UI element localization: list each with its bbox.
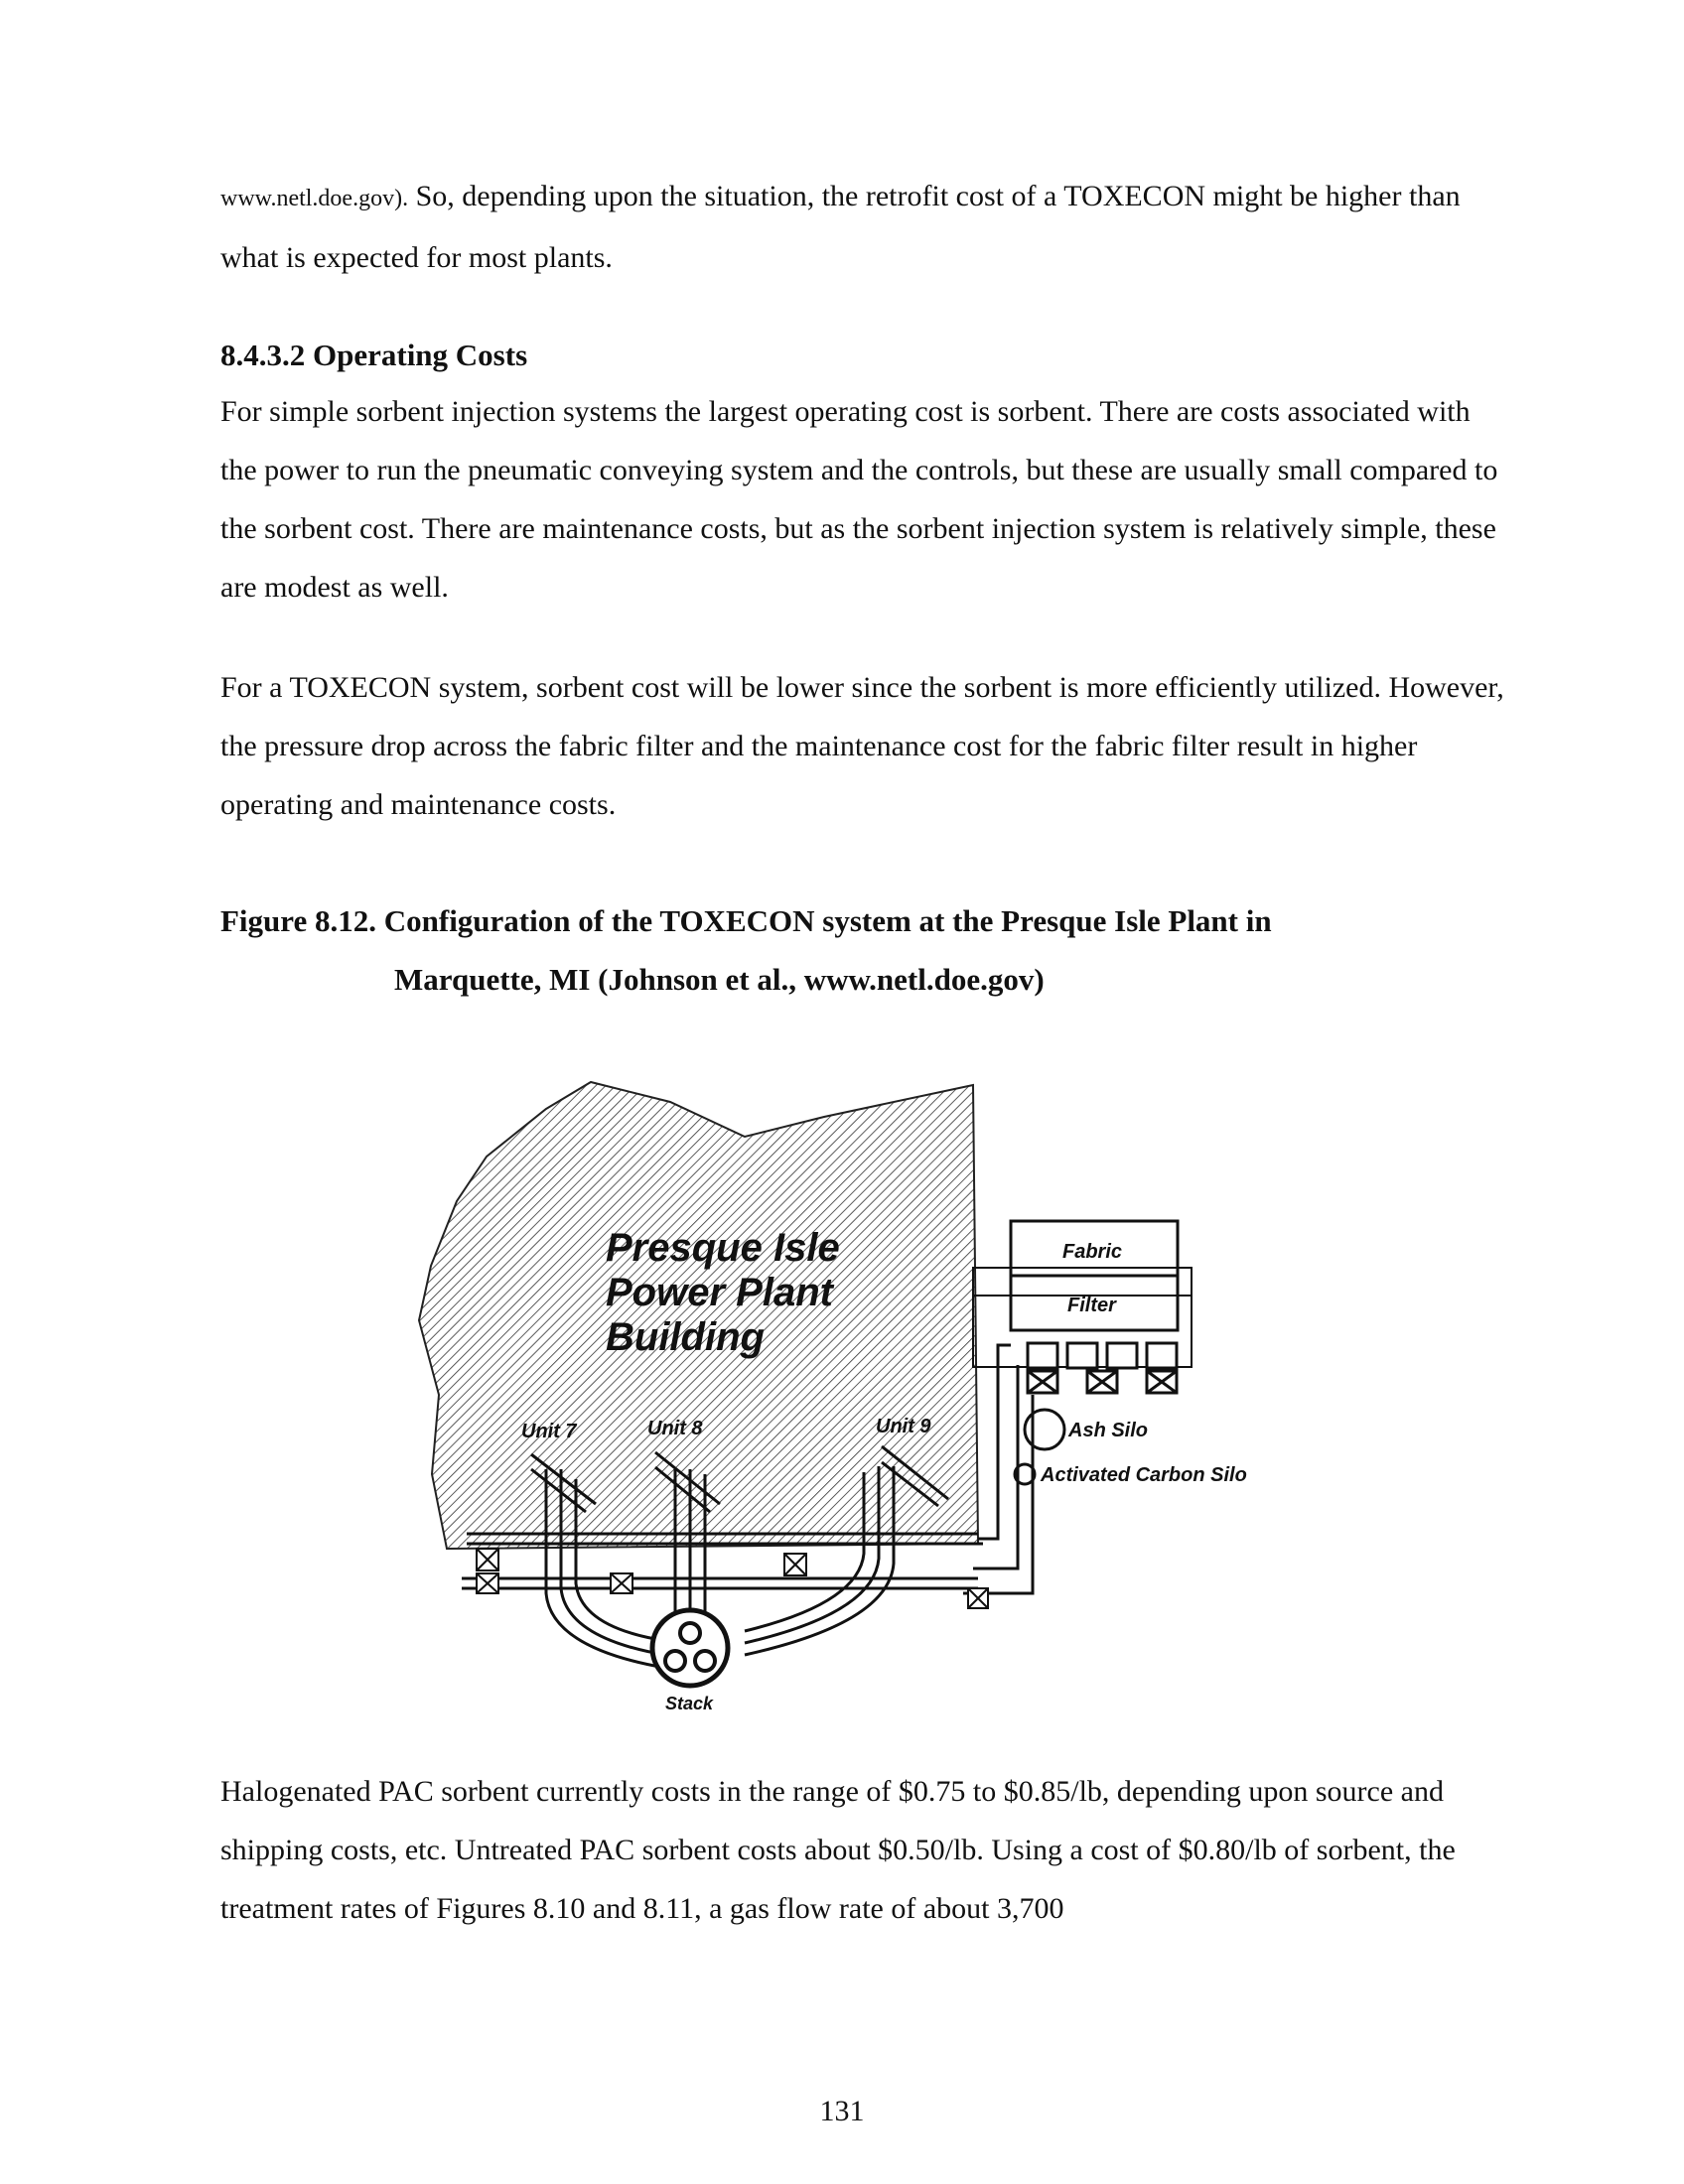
figure-caption [220, 891, 1272, 1009]
caption-line-2: Marquette, MI (Johnson et al., www.netl.doe.gov) [394, 962, 1045, 997]
unit-9-label: Unit 9 [876, 1416, 931, 1437]
ash-silo [1025, 1410, 1064, 1449]
page-number: 131 [819, 2095, 865, 2127]
building-label-line-3: Building [606, 1315, 765, 1359]
unit-8-label: Unit 8 [647, 1418, 703, 1439]
filter-label: Filter [1067, 1295, 1116, 1316]
ash-silo-label: Ash Silo [1068, 1420, 1149, 1441]
stack-label: Stack [665, 1694, 714, 1713]
toxecon-paragraph: For a TOXECON system, sorbent cost will be lower since the sorbent is more efficiently utilized. However, the pressure drop across the fabric filter and the maintenance cost for the fabric filter result in higher operating and maintenance costs. [220, 671, 1504, 821]
intro-text: So, depending upon the situation, the retrofit cost of a TOXECON might be higher than what is expected for most plants. [220, 180, 1461, 274]
fabric-label: Fabric [1062, 1241, 1123, 1263]
building-label-line-1: Presque Isle [606, 1226, 840, 1270]
building-label-line-2: Power Plant [606, 1271, 833, 1314]
netl-link-text: www.netl.doe.gov). [220, 186, 409, 211]
halogenated-pac-paragraph: Halogenated PAC sorbent currently costs in the range of $0.75 to $0.85/lb, depending upon source and shipping costs, etc. Untreated PAC sorbent costs about $0.50/lb. Using a cost of $0.80/lb of sorbent, the treatment rates of Figures 8.10 and 8.11, a gas flow rate of about 3,700 [220, 1775, 1456, 1925]
unit-7-label: Unit 7 [521, 1421, 577, 1442]
caption-line-1: Figure 8.12. Configuration of the TOXECON system at the Presque Isle Plant in [220, 903, 1272, 938]
section-heading: 8.4.3.2 Operating Costs [220, 338, 528, 372]
toxecon-diagram [417, 1077, 1331, 1713]
sorbent-injection-paragraph: For simple sorbent injection systems the largest operating cost is sorbent. There are costs associated with the power to run the pneumatic conveying system and the controls, but these are usually small compared to the sorbent cost. There are maintenance costs, but as the sorbent injection system is relatively simple, these are modest as well. [220, 395, 1498, 604]
intro-paragraph [220, 167, 1511, 287]
carbon-silo-label: Activated Carbon Silo [1041, 1464, 1247, 1486]
